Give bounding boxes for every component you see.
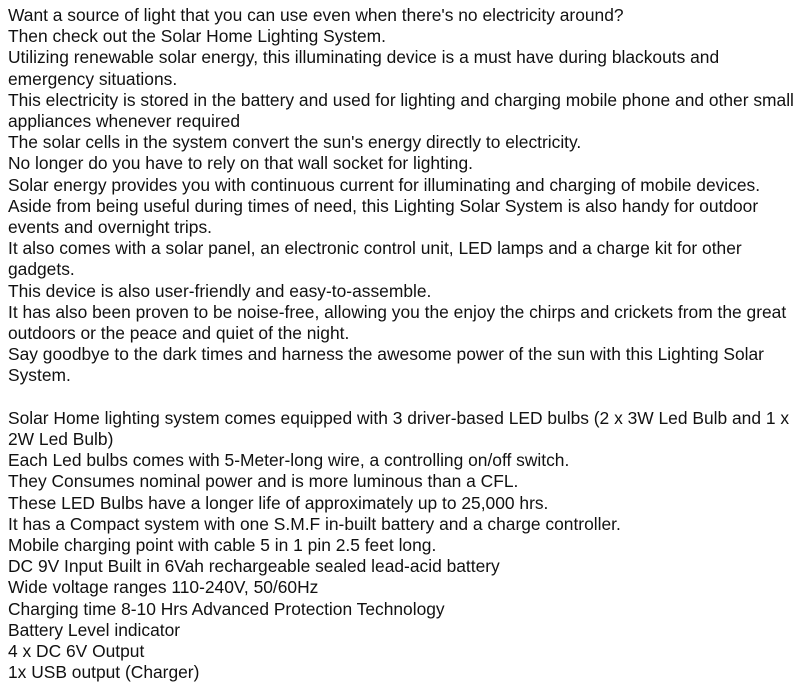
intro-line: Then check out the Solar Home Lighting System. bbox=[8, 26, 386, 47]
spec-line: Mobile charging point with cable 5 in 1 pin 2.5 feet long. bbox=[8, 535, 437, 556]
spec-line: Solar Home lighting system comes equipped with 3 driver-based LED bulbs (2 x 3W Led Bulb and 1 x 2W Led Bulb) bbox=[8, 407, 790, 450]
spec-line: DC 9V Input Built in 6Vah rechargeable sealed lead-acid battery bbox=[8, 556, 500, 577]
intro-line: Solar energy provides you with continuous current for illuminating and charging of mobile devices. bbox=[8, 174, 761, 195]
intro-line: It has also been proven to be noise-free, allowing you the enjoy the chirps and crickets from the great outdoors or the peace and quiet of the night. bbox=[8, 301, 787, 344]
intro-line: Say goodbye to the dark times and harness the awesome power of the sun with this Lighting Solar System. bbox=[8, 344, 764, 386]
spec-line: 4 x DC 6V Output bbox=[8, 641, 145, 662]
paragraph-spacer bbox=[8, 387, 808, 408]
specifications-paragraph bbox=[8, 408, 808, 684]
spec-line: Each Led bulbs comes with 5-Meter-long wire, a controlling on/off switch. bbox=[8, 450, 570, 471]
spec-line: Battery Level indicator bbox=[8, 619, 181, 640]
intro-line: Aside from being useful during times of need, this Lighting Solar System is also handy for outdoor events and overnight trips. bbox=[8, 195, 759, 238]
intro-line: It also comes with a solar panel, an electronic control unit, LED lamps and a charge kit for other gadgets. bbox=[8, 238, 742, 280]
intro-line: Want a source of light that you can use even when there's no electricity around? bbox=[8, 5, 624, 25]
spec-line: They Consumes nominal power and is more luminous than a CFL. bbox=[8, 471, 519, 492]
intro-line: Utilizing renewable solar energy, this illuminating device is a must have during blackouts and emergency situations. bbox=[8, 47, 720, 89]
spec-line: Charging time 8-10 Hrs Advanced Protection Technology bbox=[8, 598, 445, 619]
intro-line: No longer do you have to rely on that wall socket for lighting. bbox=[8, 153, 473, 174]
intro-line: The solar cells in the system convert the sun's energy directly to electricity. bbox=[8, 132, 582, 153]
spec-line: It has a Compact system with one S.M.F in-built battery and a charge controller. bbox=[8, 513, 621, 534]
intro-line: This device is also user-friendly and easy-to-assemble. bbox=[8, 280, 432, 301]
spec-line: 1x USB output (Charger) bbox=[8, 662, 200, 683]
intro-line: This electricity is stored in the battery and used for lighting and charging mobile phone and other small appliances whenever required bbox=[8, 89, 794, 132]
intro-paragraph bbox=[8, 5, 808, 387]
spec-line: These LED Bulbs have a longer life of approximately up to 25,000 hrs. bbox=[8, 492, 549, 513]
spec-line: Wide voltage ranges 110-240V, 50/60Hz bbox=[8, 577, 319, 598]
